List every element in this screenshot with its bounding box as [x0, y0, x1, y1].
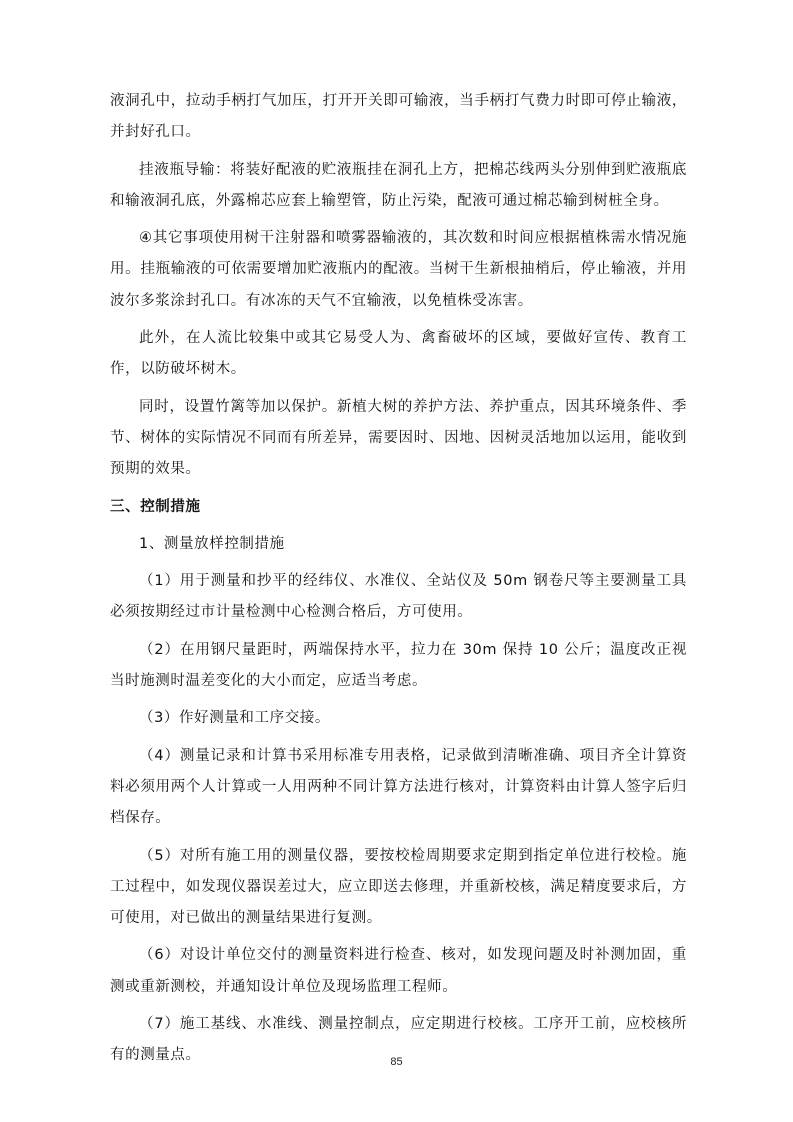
list-item-5: （5）对所有施工用的测量仪器，要按校检周期要求定期到指定单位进行校检。施工过程中，如发现仪器误差过大，应立即送去修理，并重新校核，满足精度要求后，方可使用，对已做出的测量结果进行复测。: [110, 847, 687, 927]
section-heading-control-measures: 三、控制措施: [110, 498, 201, 515]
list-item-1: （1）用于测量和抄平的经纬仪、水准仪、全站仪及 50m 钢卷尺等主要测量工具必须按期经过市计量检测中心检测合格后，方可使用。: [110, 573, 687, 621]
page-body: [110, 86, 687, 1078]
paragraph-bamboo-fence: 同时，设置竹篱等加以保护。新植大树的养护方法、养护重点，因其环境条件、季节、树体的实际情况不同而有所差异，需要因时、因地、因树灵活地加以运用，能收到预期的效果。: [110, 398, 687, 478]
subsection-title-survey: 1、测量放样控制措施: [139, 535, 285, 552]
page-number: 85: [390, 1056, 403, 1068]
list-item-3: （3）作好测量和工序交接。: [139, 710, 331, 727]
paragraph-other-matters: ④其它事项使用树干注射器和喷雾器输液的，其次数和时间应根据植株需水情况施用。挂瓶输液的可依需要增加贮液瓶内的配液。当树干生新根抽梢后，停止输液，并用波尔多浆涂封孔口。有冰冻的天气不宜输液，以免植株受冻害。: [110, 230, 687, 309]
paragraph-hanging-bottle: 挂液瓶导输：将装好配液的贮液瓶挂在洞孔上方，把棉芯线两头分别伸到贮液瓶底和输液洞孔底，外露棉芯应套上输塑管，防止污染，配液可通过棉芯输到树桩全身。: [110, 161, 687, 209]
paragraph-protection-areas: 此外，在人流比较集中或其它易受人为、禽畜破坏的区域，要做好宣传、教育工作，以防破坏树木。: [110, 330, 687, 378]
list-item-2: （2）在用钢尺量距时，两端保持水平，拉力在 30m 保持 10 公斤；温度改正视当时施测时温差变化的大小而定，应适当考虑。: [110, 641, 687, 690]
paragraph-continuation: 液洞孔中，拉动手柄打气加压，打开开关即可输液，当手柄打气费力时即可停止输液，并封好孔口。: [110, 93, 687, 141]
list-item-4: （4）测量记录和计算书采用标准专用表格，记录做到清晰准确、项目齐全计算资料必须用两个人计算或一人用两种不同计算方法进行核对，计算资料由计算人签字后归档保存。: [110, 747, 687, 827]
list-item-7: （7）施工基线、水准线、测量控制点，应定期进行校核。工序开工前，应校核所有的测量点。: [110, 1016, 687, 1064]
list-item-6: （6）对设计单位交付的测量资料进行检查、核对，如发现问题及时补测加固，重测或重新测校，并通知设计单位及现场监理工程师。: [110, 947, 687, 995]
